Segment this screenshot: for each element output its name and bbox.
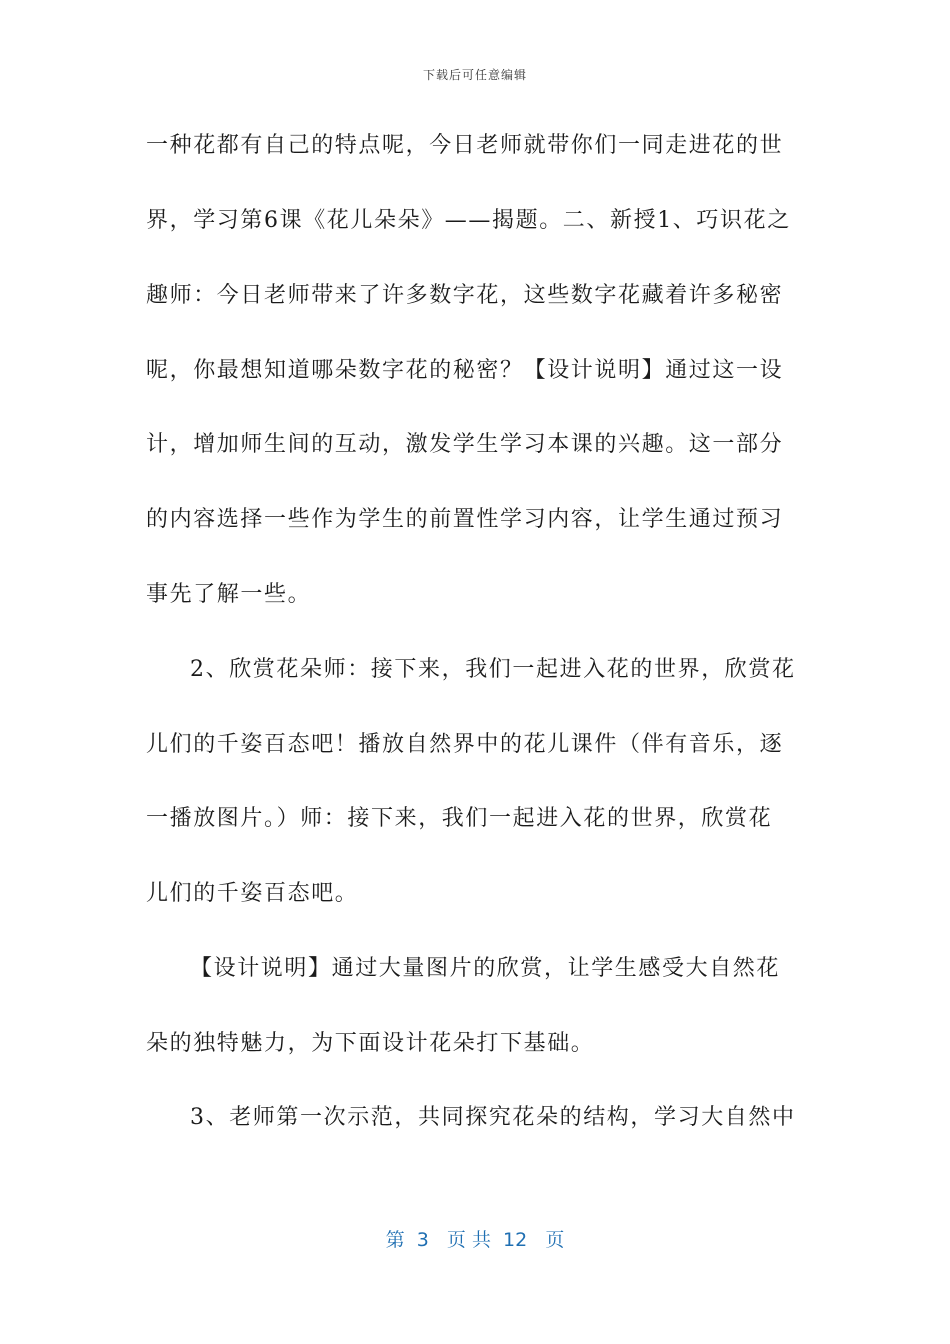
body-line: 儿们的千姿百态吧。 (146, 881, 359, 906)
body-line: 朵的独特魅力，为下面设计花朵打下基础。 (146, 1031, 595, 1056)
body-line: 界，学习第6课《花儿朵朵》——揭题。二、新授1、巧识花之 (146, 208, 791, 233)
body-line: 的内容选择一些作为学生的前置性学习内容，让学生通过预习 (146, 507, 784, 532)
body-line: 一种花都有自己的特点呢，今日老师就带你们一同走进花的世 (146, 133, 784, 158)
page-header: 下载后可任意编辑 (422, 68, 527, 82)
body-line: 呢，你最想知道哪朵数字花的秘密？【设计说明】通过这一设 (146, 358, 784, 383)
body-line: 儿们的千姿百态吧！播放自然界中的花儿课件（伴有音乐，逐 (146, 732, 784, 757)
body-line: 趣师：今日老师带来了许多数字花，这些数字花藏着许多秘密 (146, 283, 784, 308)
page-footer: 第 3 页 共 12 页 (385, 1229, 565, 1251)
body-line: 一播放图片。）师：接下来，我们一起进入花的世界，欣赏花 (146, 806, 773, 831)
body-line: 事先了解一些。 (146, 582, 312, 607)
body-line: 2、欣赏花朵师：接下来，我们一起进入花的世界，欣赏花 (190, 657, 796, 682)
body-line: 【设计说明】通过大量图片的欣赏，让学生感受大自然花 (190, 956, 781, 981)
body-line: 3、老师第一次示范，共同探究花朵的结构，学习大自然中 (190, 1105, 796, 1130)
body-line: 计，增加师生间的互动，激发学生学习本课的兴趣。这一部分 (146, 432, 784, 457)
